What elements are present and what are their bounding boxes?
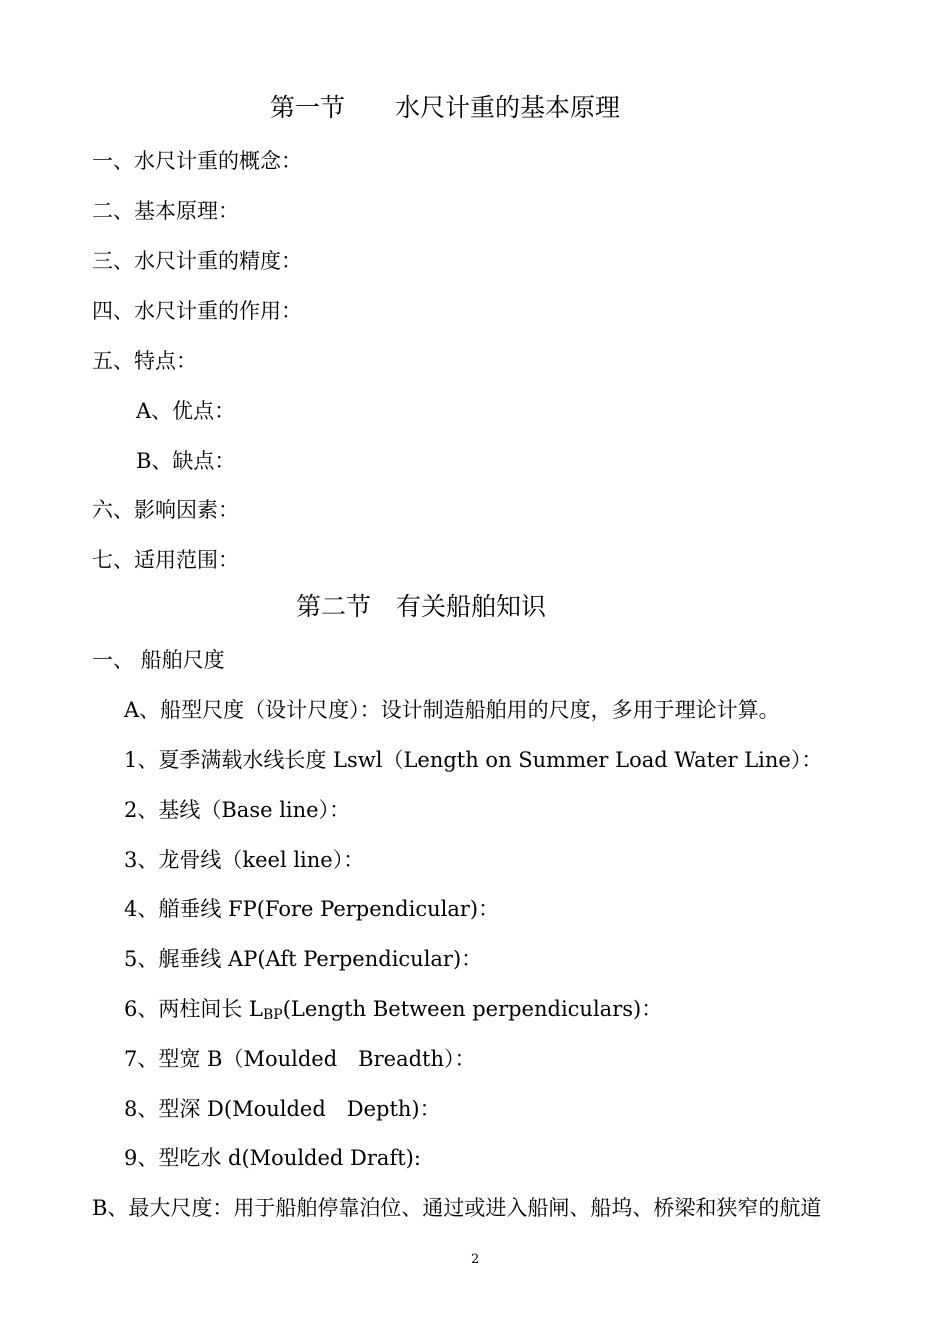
section-1-sub-item-advantages: A、优点： (136, 399, 236, 423)
lbp-prefix: 6、两柱间长 L (124, 997, 263, 1021)
section-2-item-keel-line: 3、龙骨线（keel line）： (124, 848, 365, 872)
section-2-item-moulded-dimensions: A、船型尺度（设计尺度）：设计制造船舶用的尺度，多用于理论计算。 (124, 698, 780, 722)
section-2-heading-ship-dimensions: 一、 船舶尺度 (92, 648, 225, 672)
section-1-title: 第一节 水尺计重的基本原理 (270, 93, 621, 122)
section-2-item-aft-perpendicular: 5、艉垂线 AP(Aft Perpendicular)： (124, 947, 483, 971)
page-number: 2 (471, 1252, 480, 1267)
section-1-sub-item-disadvantages: B、缺点： (136, 449, 236, 473)
section-1-item-function: 四、水尺计重的作用： (92, 299, 302, 323)
section-2-item-moulded-breadth: 7、型宽 B（Moulded Breadth）： (124, 1047, 476, 1071)
section-1-item-scope: 七、适用范围： (92, 548, 239, 572)
section-2-item-moulded-depth: 8、型深 D(Moulded Depth)： (124, 1097, 441, 1121)
section-2-item-maximum-dimensions: B、最大尺度：用于船舶停靠泊位、通过或进入船闸、船坞、桥梁和狭窄的航道 (92, 1196, 822, 1220)
lbp-subscript: BP (262, 1007, 283, 1023)
section-2-title: 第二节 有关船舶知识 (296, 592, 547, 621)
section-2-item-lswl: 1、夏季满载水线长度 Lswl（Length on Summer Load Water Line）： (124, 748, 823, 772)
section-1-item-precision: 三、水尺计重的精度： (92, 249, 302, 273)
section-1-item-principle: 二、基本原理： (92, 199, 239, 223)
section-1-item-concept: 一、水尺计重的概念： (92, 149, 302, 173)
section-2-item-fore-perpendicular: 4、艏垂线 FP(Fore Perpendicular)： (124, 897, 500, 921)
section-2-item-moulded-draft: 9、型吃水 d(Moulded Draft): (124, 1146, 421, 1170)
section-2-item-lbp (124, 996, 662, 1028)
section-1-item-factors: 六、影响因素： (92, 498, 239, 522)
lbp-suffix: (Length Between perpendiculars)： (282, 997, 663, 1021)
section-2-item-base-line: 2、基线（Base line）： (124, 798, 351, 822)
section-1-item-features: 五、特点： (92, 349, 197, 373)
